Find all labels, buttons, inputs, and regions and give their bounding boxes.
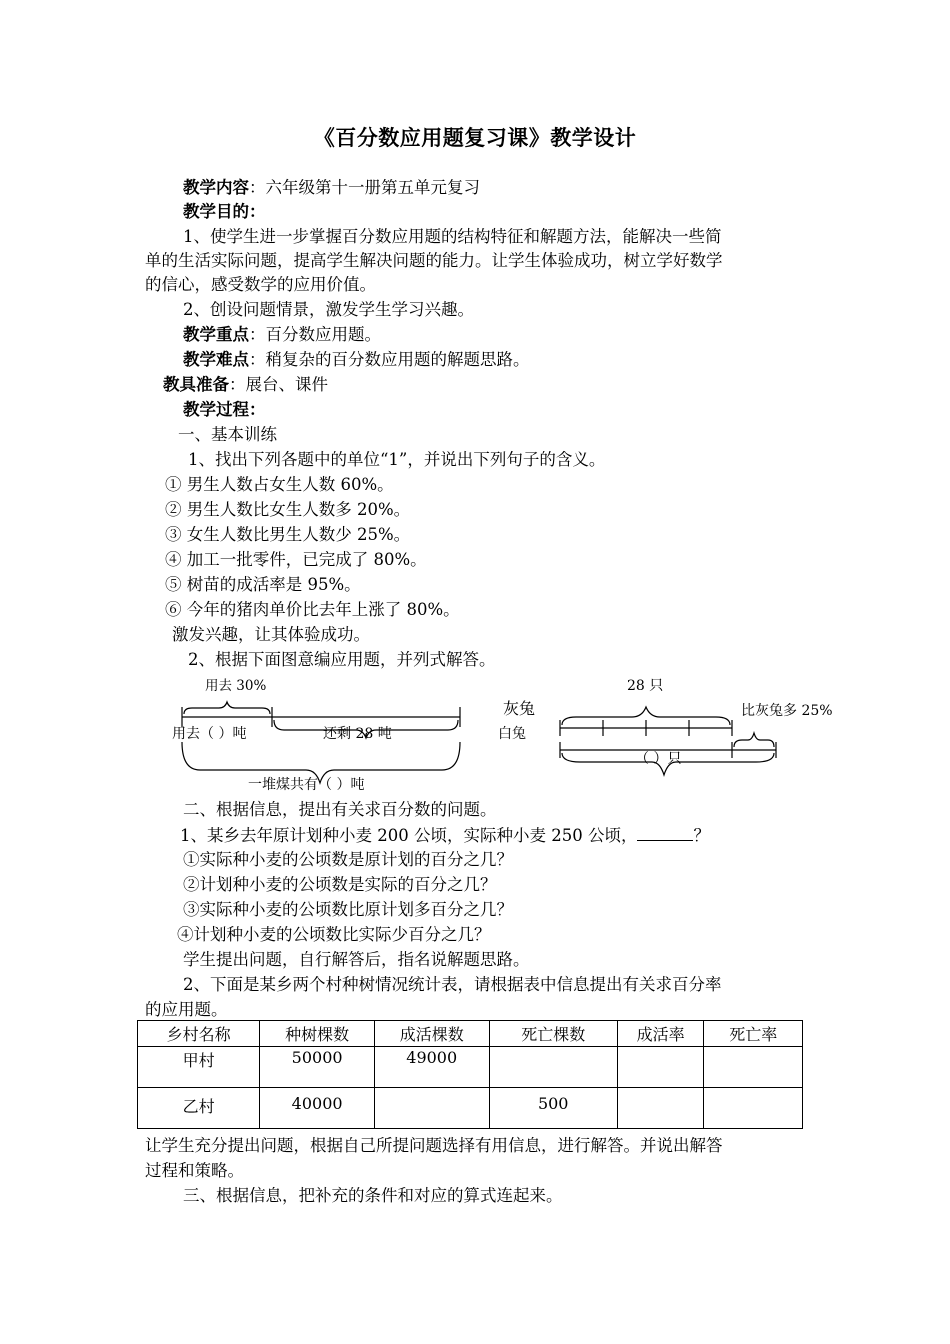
section1-heading: 一、基本训练 (178, 425, 277, 444)
white-rabbit-label: 白兔 (498, 726, 526, 742)
section3-heading: 三、根据信息，把补充的条件和对应的算式连起来。 (183, 1186, 563, 1205)
used-brace (184, 702, 270, 714)
tools-value: ：展台、课件 (229, 375, 328, 394)
table-header-cell: 种树棵数 (260, 1021, 375, 1047)
table-cell: 49000 (374, 1047, 489, 1088)
key-value: ：百分数应用题。 (249, 325, 381, 344)
content-label: 教学内容 (183, 178, 249, 197)
section1-note: 激发兴趣，让其体验成功。 (172, 625, 370, 644)
section2-q2-line2: 的应用题。 (145, 1000, 228, 1019)
rabbit-bottom-label: （ ）只 (635, 751, 682, 767)
table-cell: 40000 (260, 1088, 375, 1129)
tools-label: 教具准备 (163, 375, 229, 394)
q1-end: ？ (693, 826, 710, 845)
table-cell: 甲村 (138, 1047, 260, 1088)
gray-rabbit-label: 灰兔 (503, 699, 536, 718)
goal2-line: 2、创设问题情景，激发学生学习兴趣。 (183, 300, 474, 319)
difficulty-value: ：稍复杂的百分数应用题的解题思路。 (249, 350, 530, 369)
list-item: ④ 加工一批零件，已完成了 80%。 (165, 550, 427, 569)
section2-q1 (180, 824, 710, 847)
page-title: 《百分数应用题复习课》教学设计 (313, 125, 637, 150)
list-item: ② 男生人数比女生人数多 20%。 (165, 500, 411, 519)
section2-heading: 二、根据信息，提出有关求百分数的问题。 (183, 800, 497, 819)
goal-label: 教学目的 (183, 202, 249, 221)
table-row (138, 1047, 803, 1088)
goal1-line1: 1、使学生进一步掌握百分数应用题的结构特征和解题方法，能解决一些简 (183, 227, 722, 246)
table-header-cell: 成活棵数 (374, 1021, 489, 1047)
table-cell: 50000 (260, 1047, 375, 1088)
list-item: ②计划种小麦的公顷数是实际的百分之几？ (183, 875, 497, 894)
coal-remain-label: 还剩 28 吨 (323, 726, 392, 742)
list-item: ⑥ 今年的猪肉单价比去年上涨了 80%。 (165, 600, 460, 619)
table-cell (617, 1047, 704, 1088)
table-cell (704, 1047, 803, 1088)
after-table-line2: 过程和策略。 (145, 1161, 244, 1180)
section2-q2-line1: 2、下面是某乡两个村种树情况统计表，请根据表中信息提出有关求百分率 (183, 975, 722, 994)
table-header-cell: 死亡棵数 (489, 1021, 617, 1047)
list-item: ③实际种小麦的公顷数比原计划多百分之几？ (183, 900, 513, 919)
table-header-cell: 死亡率 (704, 1021, 803, 1047)
section1-q2: 2、根据下面图意编应用题，并列式解答。 (188, 650, 496, 669)
more-label: 比灰兔多 25% (741, 703, 833, 719)
table-cell (617, 1088, 704, 1129)
rabbit-top-label: 28 只 (627, 678, 664, 694)
difficulty-label: 教学难点 (183, 350, 249, 369)
table-cell (489, 1047, 617, 1088)
process-colon: ： (249, 400, 266, 419)
table-header-cell: 成活率 (617, 1021, 704, 1047)
goal1-line2: 单的生活实际问题，提高学生解决问题的能力。让学生体验成功，树立学好数学 (145, 251, 723, 270)
table-cell: 乙村 (138, 1088, 260, 1129)
tree-stats-table (137, 1020, 803, 1129)
goal1-line3: 的信心，感受数学的应用价值。 (145, 275, 376, 294)
key-label: 教学重点 (183, 325, 249, 344)
table-header-cell: 乡村名称 (138, 1021, 260, 1047)
table-cell (704, 1088, 803, 1129)
answer-blank (637, 824, 693, 841)
section1-q1: 1、找出下列各题中的单位“1”，并说出下列句子的含义。 (188, 450, 606, 469)
section2-note: 学生提出问题，自行解答后，指名说解题思路。 (183, 950, 530, 969)
list-item: ① 男生人数占女生人数 60%。 (165, 475, 394, 494)
coal-diagram (182, 702, 460, 783)
coal-top-label: 用去 30% (205, 678, 267, 694)
coal-used-label: 用去（ ）吨 (172, 726, 247, 742)
extra-brace (734, 733, 774, 747)
content-value: ：六年级第十一册第五单元复习 (249, 178, 480, 197)
list-item: ①实际种小麦的公顷数是原计划的百分之几？ (183, 850, 513, 869)
table-cell (374, 1088, 489, 1129)
table-header-row (138, 1021, 803, 1047)
coal-total-label: 一堆煤共有（ ）吨 (248, 777, 365, 793)
table-row (138, 1088, 803, 1129)
list-item: ⑤ 树苗的成活率是 95%。 (165, 575, 361, 594)
process-label: 教学过程 (183, 400, 249, 419)
goal-colon: ： (249, 202, 266, 221)
table-cell: 500 (489, 1088, 617, 1129)
q1-text: 1、某乡去年原计划种小麦 200 公顷，实际种小麦 250 公顷， (180, 826, 638, 845)
list-item: ③ 女生人数比男生人数少 25%。 (165, 525, 411, 544)
list-item: ④计划种小麦的公顷数比实际少百分之几？ (177, 925, 491, 944)
after-table-line1: 让学生充分提出问题，根据自己所提问题选择有用信息，进行解答。并说出解答 (145, 1136, 723, 1155)
